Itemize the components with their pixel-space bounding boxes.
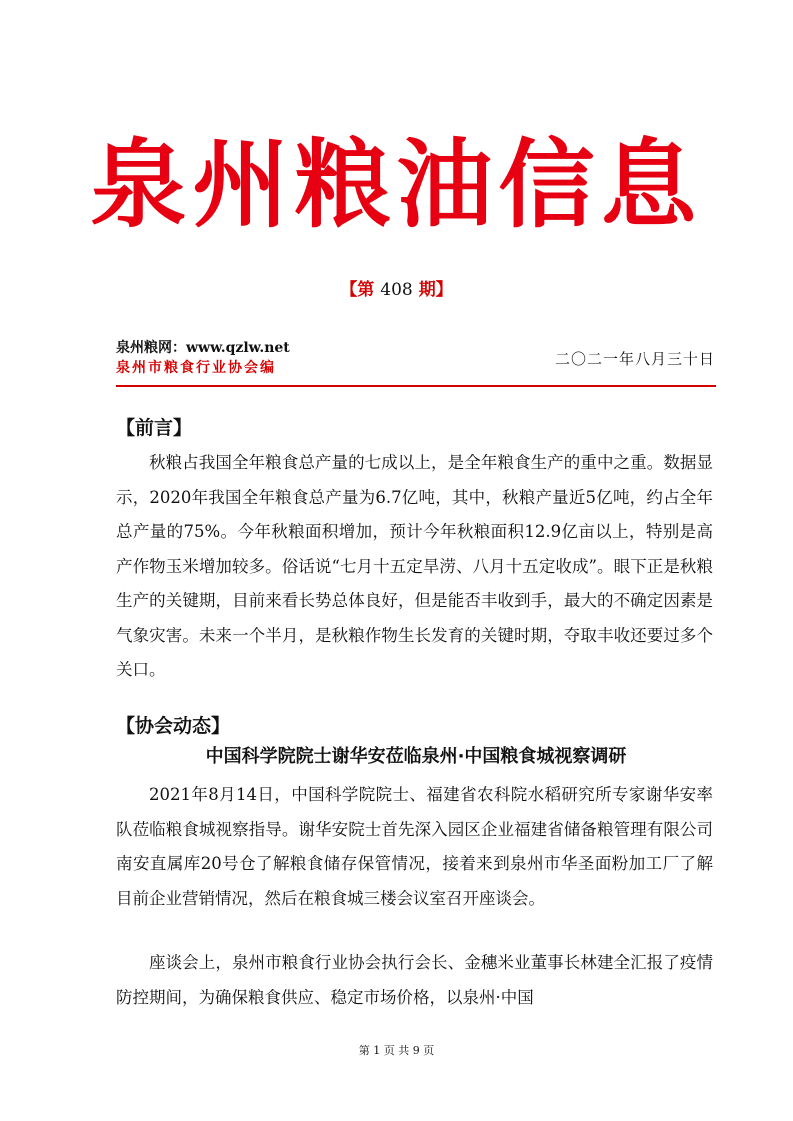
header-divider	[116, 385, 716, 387]
news-heading: 【协会动态】	[116, 715, 231, 737]
article-paragraph: 座谈会上，泉州市粮食行业协会执行会长、金穗米业董事长林建全汇报了疫情防控期间，为确保粮食供应、稳定市场价格，以泉州·中国	[116, 953, 713, 1007]
issue-number	[0, 275, 793, 300]
issue-value: 408	[380, 280, 413, 300]
page-footer: 第 1 页 共 9 页	[358, 1044, 435, 1057]
editor-line: 泉州市粮食行业协会编	[116, 360, 276, 376]
masthead-title: 泉州粮油信息	[90, 128, 703, 241]
issue-prefix: 【第	[340, 280, 375, 300]
article-title: 中国科学院院士谢华安莅临泉州·中国粮食城视察调研	[205, 746, 627, 767]
preface-heading: 【前言】	[116, 417, 193, 439]
preface-paragraph: 秋粮占我国全年粮食总产量的七成以上，是全年粮食生产的重中之重。数据显示，2020年我国全年粮食总产量为6.7亿吨，其中，秋粮产量近5亿吨，约占全年总产量的75%。今年秋粮面积增加，预计今年秋粮面积12.9亿亩以上，特别是高产作物玉米增加较多。俗话说“七月十五定旱涝、八月十五定收成”。眼下正是秋粮生产的关键期，目前来看长势总体良好，但是能否丰收到手，最大的不确定因素是气象灾害。未来一个半月，是秋粮作物生长发育的关键时期，夺取丰收还要过多个关口。	[116, 453, 713, 679]
issue-suffix: 期】	[418, 280, 453, 300]
article-paragraph: 2021年8月14日，中国科学院院士、福建省农科院水稻研究所专家谢华安率队莅临粮食城视察指导。谢华安院士首先深入园区企业福建省储备粮管理有限公司南安直属库20号仓了解粮食储存保管情况，接着来到泉州市华圣面粉加工厂了解目前企业营销情况，然后在粮食城三楼会议室召开座谈会。	[116, 785, 713, 908]
publish-date: 二〇二一年八月三十日	[554, 350, 715, 368]
site-url: 泉州粮网：www.qzlw.net	[116, 340, 290, 356]
